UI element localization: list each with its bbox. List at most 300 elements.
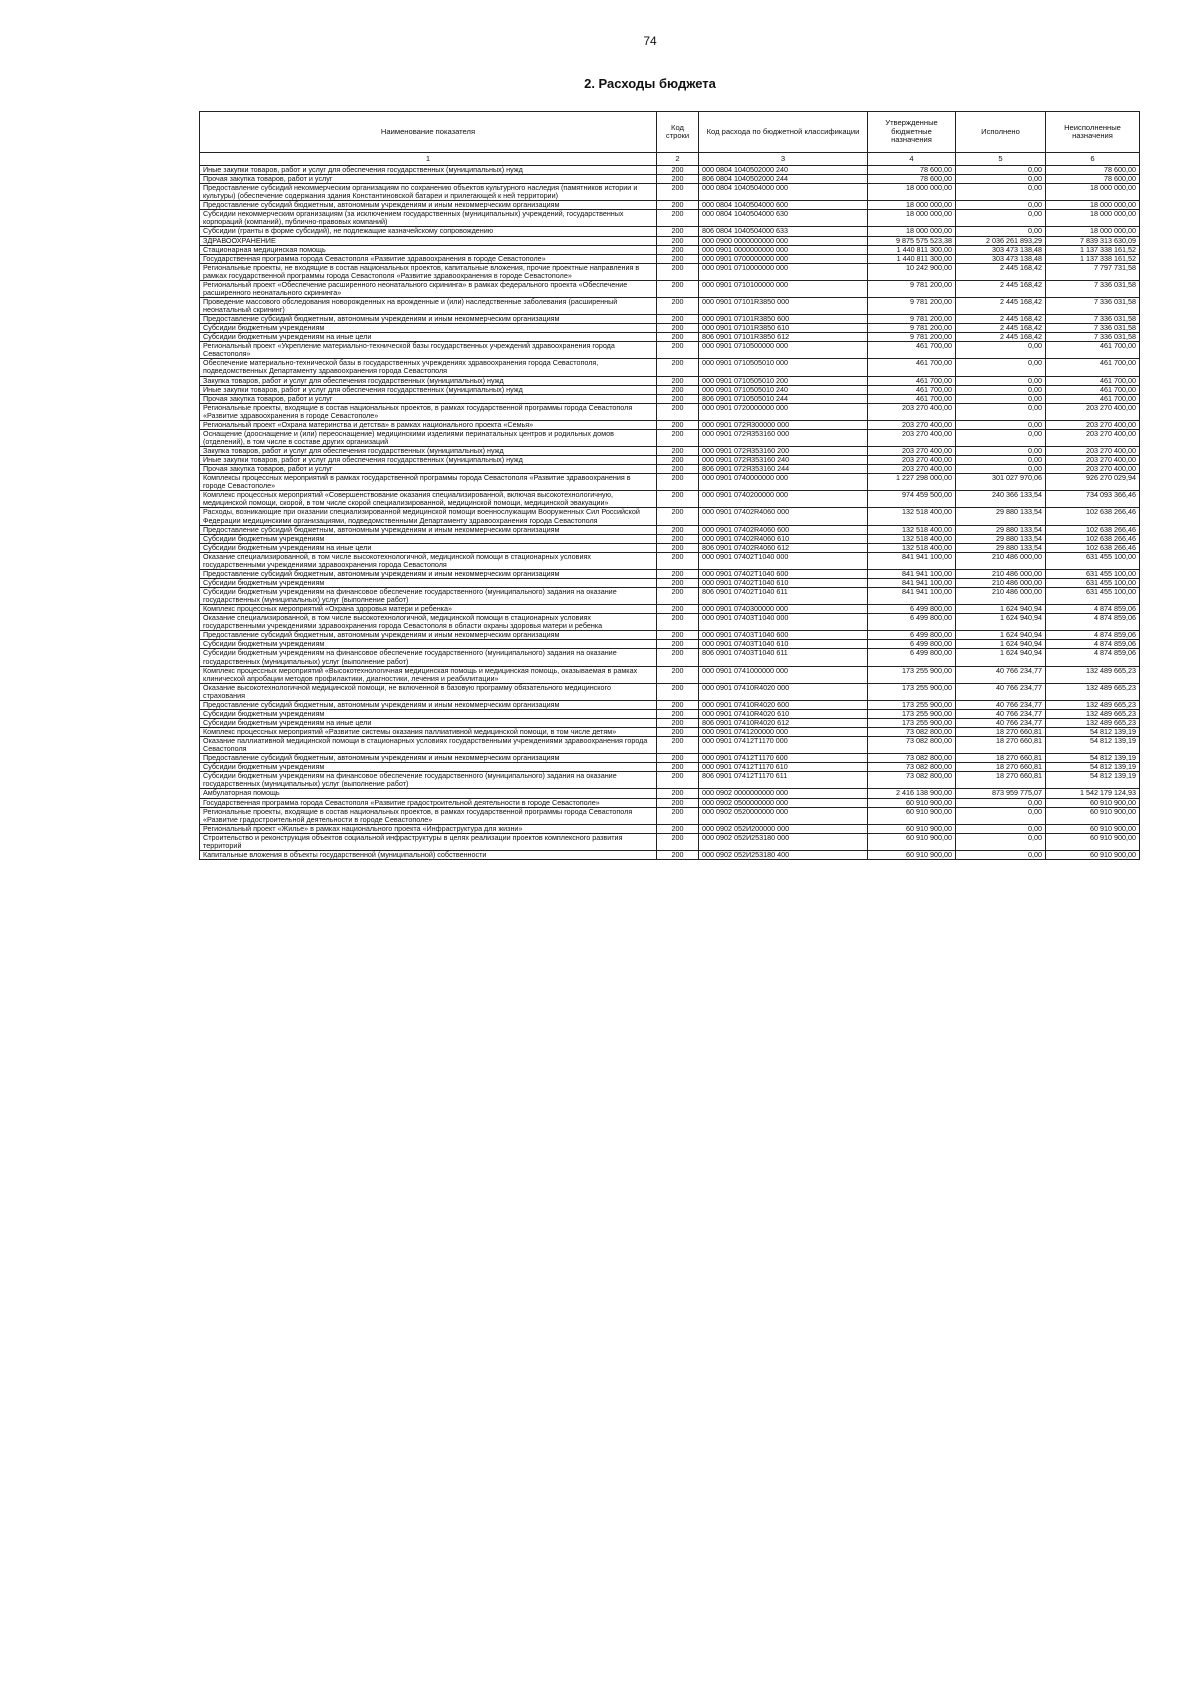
row-name: Прочая закупка товаров, работ и услуг [200, 465, 657, 474]
row-budget-code: 000 0804 1040502000 240 [699, 166, 868, 175]
row-executed: 0,00 [956, 376, 1046, 385]
row-unexecuted: 7 336 031,58 [1046, 280, 1140, 297]
row-unexecuted: 1 137 338 161,52 [1046, 254, 1140, 263]
row-executed: 2 445 168,42 [956, 280, 1046, 297]
table-row [200, 569, 1140, 578]
row-approved: 6 499 800,00 [868, 614, 956, 631]
row-line-code: 200 [657, 578, 699, 587]
row-name: Субсидии бюджетным учреждениям на финансовое обеспечение государственного (муниципального) задания на оказание государственных (муниципальных) услуг (выполнение работ) [200, 588, 657, 605]
row-name: Региональные проекты, входящие в состав национальных проектов, в рамках государственной программы города Севастополя «Развитие градостроительной деятельности в городе Севастополе» [200, 807, 657, 824]
row-executed: 0,00 [956, 833, 1046, 850]
row-executed: 40 766 234,77 [956, 683, 1046, 700]
row-unexecuted: 203 270 400,00 [1046, 403, 1140, 420]
row-name: Региональный проект «Укрепление материально-технической базы государственных учреждений здравоохранения города Севастополя» [200, 342, 657, 359]
row-approved: 132 518 400,00 [868, 508, 956, 525]
row-executed: 0,00 [956, 798, 1046, 807]
row-line-code: 200 [657, 728, 699, 737]
budget-expenses-table [199, 111, 1140, 860]
row-unexecuted: 203 270 400,00 [1046, 456, 1140, 465]
row-unexecuted: 7 336 031,58 [1046, 333, 1140, 342]
row-approved: 9 875 575 523,38 [868, 236, 956, 245]
row-budget-code: 000 0901 07403Т1040 600 [699, 631, 868, 640]
row-budget-code: 000 0901 07402R4060 000 [699, 508, 868, 525]
row-executed: 1 624 940,94 [956, 649, 1046, 666]
table-row [200, 807, 1140, 824]
row-budget-code: 000 0902 0520000000 000 [699, 807, 868, 824]
row-approved: 9 781 200,00 [868, 297, 956, 314]
row-executed: 2 445 168,42 [956, 324, 1046, 333]
row-executed: 0,00 [956, 394, 1046, 403]
table-row [200, 236, 1140, 245]
row-approved: 6 499 800,00 [868, 640, 956, 649]
table-row [200, 403, 1140, 420]
row-name: Предоставление субсидий бюджетным, автономным учреждениям и иным некоммерческим организациям [200, 201, 657, 210]
row-approved: 60 910 900,00 [868, 798, 956, 807]
table-row [200, 385, 1140, 394]
row-unexecuted: 18 000 000,00 [1046, 227, 1140, 236]
row-unexecuted: 102 638 266,46 [1046, 525, 1140, 534]
row-name: Субсидии бюджетным учреждениям на финансовое обеспечение государственного (муниципального) задания на оказание государственных (муниципальных) услуг (выполнение работ) [200, 649, 657, 666]
row-line-code: 200 [657, 491, 699, 508]
table-row [200, 605, 1140, 614]
row-budget-code: 000 0901 07402Т1040 600 [699, 569, 868, 578]
row-approved: 173 255 900,00 [868, 718, 956, 727]
header-line-code: Код строки [657, 112, 699, 153]
row-approved: 203 270 400,00 [868, 447, 956, 456]
row-name: Оказание специализированной, в том числе высокотехнологичной, медицинской помощи в стационарных условиях государственными учреждениями здравоохранения города Севастополя [200, 552, 657, 569]
row-budget-code: 000 0901 0720000000 000 [699, 403, 868, 420]
row-approved: 6 499 800,00 [868, 649, 956, 666]
row-unexecuted: 54 812 139,19 [1046, 728, 1140, 737]
row-budget-code: 806 0804 1040504000 633 [699, 227, 868, 236]
row-name: Комплекс процессных мероприятий «Высокотехнологичная медицинская помощь и медицинская помощь, оказываемая в рамках клинической апробации методов профилактики, диагностики, лечения и реабилитации» [200, 666, 657, 683]
row-line-code: 200 [657, 429, 699, 446]
row-unexecuted: 60 910 900,00 [1046, 850, 1140, 859]
row-name: Оснащение (дооснащение и (или) переоснащение) медицинскими изделиями перинатальных центров и родильных домов (отделений), в том числе в составе других организаций [200, 429, 657, 446]
table-header-row [200, 112, 1140, 153]
row-line-code: 200 [657, 315, 699, 324]
row-approved: 1 440 811 300,00 [868, 254, 956, 263]
row-approved: 132 518 400,00 [868, 525, 956, 534]
header-name: Наименование показателя [200, 112, 657, 153]
row-executed: 0,00 [956, 824, 1046, 833]
row-name: Региональный проект «Жилье» в рамках национального проекта «Инфраструктура для жизни» [200, 824, 657, 833]
row-unexecuted: 102 638 266,46 [1046, 543, 1140, 552]
row-name: Субсидии бюджетным учреждениям на иные цели [200, 543, 657, 552]
row-line-code: 200 [657, 465, 699, 474]
row-executed: 40 766 234,77 [956, 718, 1046, 727]
table-row [200, 718, 1140, 727]
row-unexecuted: 461 700,00 [1046, 394, 1140, 403]
table-row [200, 324, 1140, 333]
row-name: Региональные проекты, входящие в состав национальных проектов, в рамках государственной программы города Севастополя «Развитие здравоохранения в городе Севастополе» [200, 403, 657, 420]
row-budget-code: 000 0901 07402Т1040 610 [699, 578, 868, 587]
row-name: Прочая закупка товаров, работ и услуг [200, 394, 657, 403]
row-line-code: 200 [657, 420, 699, 429]
row-unexecuted: 631 455 100,00 [1046, 578, 1140, 587]
row-unexecuted: 734 093 366,46 [1046, 491, 1140, 508]
row-approved: 9 781 200,00 [868, 324, 956, 333]
row-executed: 303 473 138,48 [956, 245, 1046, 254]
row-executed: 18 270 660,81 [956, 728, 1046, 737]
row-line-code: 200 [657, 508, 699, 525]
row-unexecuted: 60 910 900,00 [1046, 833, 1140, 850]
row-line-code: 200 [657, 772, 699, 789]
row-budget-code: 000 0902 0500000000 000 [699, 798, 868, 807]
row-unexecuted: 4 874 859,06 [1046, 614, 1140, 631]
row-name: Субсидии (гранты в форме субсидий), не подлежащие казначейскому сопровождению [200, 227, 657, 236]
row-name: Строительство и реконструкция объектов социальной инфраструктуры в целях реализации проектов комплексного развития территорий [200, 833, 657, 850]
row-executed: 210 486 000,00 [956, 552, 1046, 569]
row-name: Комплекс процессных мероприятий «Охрана здоровья матери и ребенка» [200, 605, 657, 614]
row-approved: 9 781 200,00 [868, 315, 956, 324]
row-budget-code: 000 0901 07410R4020 000 [699, 683, 868, 700]
row-executed: 29 880 133,54 [956, 525, 1046, 534]
row-budget-code: 000 0901 0000000000 000 [699, 245, 868, 254]
row-executed: 18 270 660,81 [956, 737, 1046, 754]
row-line-code: 200 [657, 709, 699, 718]
row-name: Государственная программа города Севастополя «Развитие здравоохранения в городе Севастополе» [200, 254, 657, 263]
row-line-code: 200 [657, 254, 699, 263]
row-name: Государственная программа города Севастополя «Развитие градостроительной деятельности в городе Севастополе» [200, 798, 657, 807]
row-unexecuted: 78 600,00 [1046, 166, 1140, 175]
row-approved: 203 270 400,00 [868, 456, 956, 465]
row-executed: 210 486 000,00 [956, 588, 1046, 605]
row-budget-code: 000 0901 0740300000 000 [699, 605, 868, 614]
row-approved: 73 082 800,00 [868, 772, 956, 789]
row-unexecuted: 7 336 031,58 [1046, 315, 1140, 324]
row-approved: 1 227 298 000,00 [868, 474, 956, 491]
row-name: Иные закупки товаров, работ и услуг для обеспечения государственных (муниципальных) нужд [200, 166, 657, 175]
row-executed: 40 766 234,77 [956, 709, 1046, 718]
row-name: Оказание специализированной, в том числе высокотехнологичной, медицинской помощи в стационарных условиях государственными учреждениями здравоохранения города Севастополя в области охраны здоровья матери и ребенка [200, 614, 657, 631]
row-executed: 0,00 [956, 359, 1046, 376]
row-approved: 73 082 800,00 [868, 737, 956, 754]
row-budget-code: 000 0902 0000000000 000 [699, 789, 868, 798]
row-executed: 0,00 [956, 456, 1046, 465]
row-line-code: 200 [657, 543, 699, 552]
row-executed: 18 270 660,81 [956, 763, 1046, 772]
row-unexecuted: 461 700,00 [1046, 359, 1140, 376]
header-approved: Утвержденные бюджетные назначения [868, 112, 956, 153]
row-name: Предоставление субсидий бюджетным, автономным учреждениям и иным некоммерческим организациям [200, 315, 657, 324]
table-row [200, 754, 1140, 763]
row-unexecuted: 203 270 400,00 [1046, 429, 1140, 446]
row-executed: 303 473 138,48 [956, 254, 1046, 263]
row-line-code: 200 [657, 789, 699, 798]
row-unexecuted: 54 812 139,19 [1046, 772, 1140, 789]
row-budget-code: 000 0902 052И253180 400 [699, 850, 868, 859]
row-name: Региональные проекты, не входящие в состав национальных проектов, капитальные вложения, прочие проектные направления в рамках государственной программы города Севастополя «Развитие здравоохранения в городе Севастополе» [200, 263, 657, 280]
row-approved: 78 600,00 [868, 166, 956, 175]
table-row [200, 666, 1140, 683]
row-approved: 132 518 400,00 [868, 543, 956, 552]
row-budget-code: 806 0901 07402Т1040 611 [699, 588, 868, 605]
row-line-code: 200 [657, 227, 699, 236]
row-approved: 461 700,00 [868, 342, 956, 359]
row-unexecuted: 60 910 900,00 [1046, 798, 1140, 807]
row-line-code: 200 [657, 807, 699, 824]
row-budget-code: 000 0901 07410R4020 610 [699, 709, 868, 718]
table-body [200, 166, 1140, 860]
row-executed: 0,00 [956, 403, 1046, 420]
row-line-code: 200 [657, 850, 699, 859]
row-executed: 29 880 133,54 [956, 543, 1046, 552]
row-budget-code: 000 0901 07402Т1040 000 [699, 552, 868, 569]
row-executed: 0,00 [956, 175, 1046, 184]
row-name: Комплекс процессных мероприятий «Развитие системы оказания паллиативной медицинской помощи, в том числе детям» [200, 728, 657, 737]
row-name: Предоставление субсидий бюджетным, автономным учреждениям и иным некоммерческим организациям [200, 754, 657, 763]
row-line-code: 200 [657, 474, 699, 491]
row-executed: 2 445 168,42 [956, 333, 1046, 342]
table-row [200, 525, 1140, 534]
row-name: ЗДРАВООХРАНЕНИЕ [200, 236, 657, 245]
table-row [200, 429, 1140, 446]
row-executed: 210 486 000,00 [956, 578, 1046, 587]
row-executed: 0,00 [956, 447, 1046, 456]
row-line-code: 200 [657, 833, 699, 850]
row-line-code: 200 [657, 700, 699, 709]
row-budget-code: 000 0901 07101R3850 600 [699, 315, 868, 324]
row-line-code: 200 [657, 649, 699, 666]
row-approved: 9 781 200,00 [868, 280, 956, 297]
row-name: Субсидии некоммерческим организациям (за исключением государственных (муниципальных) учреждений, государственных корпораций (компаний), публично-правовых компаний) [200, 210, 657, 227]
row-unexecuted: 60 910 900,00 [1046, 807, 1140, 824]
row-approved: 461 700,00 [868, 376, 956, 385]
row-line-code: 200 [657, 614, 699, 631]
row-budget-code: 000 0901 072Я300000 000 [699, 420, 868, 429]
row-approved: 173 255 900,00 [868, 666, 956, 683]
row-name: Иные закупки товаров, работ и услуг для обеспечения государственных (муниципальных) нужд [200, 385, 657, 394]
row-approved: 60 910 900,00 [868, 807, 956, 824]
row-unexecuted: 7 839 313 630,09 [1046, 236, 1140, 245]
row-approved: 974 459 500,00 [868, 491, 956, 508]
row-line-code: 200 [657, 385, 699, 394]
table-row [200, 456, 1140, 465]
row-name: Проведение массового обследования новорожденных на врожденные и (или) наследственные заболевания (расширенный неонатальный скрининг) [200, 297, 657, 314]
row-unexecuted: 54 812 139,19 [1046, 737, 1140, 754]
row-unexecuted: 102 638 266,46 [1046, 508, 1140, 525]
row-approved: 73 082 800,00 [868, 754, 956, 763]
row-name: Субсидии бюджетным учреждениям [200, 763, 657, 772]
row-line-code: 200 [657, 376, 699, 385]
column-number: 1 [200, 153, 657, 166]
row-line-code: 200 [657, 737, 699, 754]
row-approved: 10 242 900,00 [868, 263, 956, 280]
row-budget-code: 806 0901 07410R4020 612 [699, 718, 868, 727]
row-name: Расходы, возникающие при оказании специализированной медицинской помощи военнослужащим Вооруженных Сил Российской Федерации медицинскими организациями, подведомственными Департаменту здравоохранения города Севастополя [200, 508, 657, 525]
row-name: Обеспечение материально-технической базы в государственных учреждениях здравоохранения города Севастополя, подведомственных Департаменту здравоохранения города Севастополя [200, 359, 657, 376]
row-unexecuted: 926 270 029,94 [1046, 474, 1140, 491]
row-budget-code: 000 0901 0710505010 240 [699, 385, 868, 394]
table-row [200, 588, 1140, 605]
row-name: Субсидии бюджетным учреждениям на иные цели [200, 333, 657, 342]
row-line-code: 200 [657, 342, 699, 359]
row-unexecuted: 18 000 000,00 [1046, 184, 1140, 201]
page-title: 2. Расходы бюджета [584, 76, 716, 91]
row-executed: 0,00 [956, 184, 1046, 201]
row-approved: 60 910 900,00 [868, 824, 956, 833]
row-approved: 841 941 100,00 [868, 578, 956, 587]
row-approved: 173 255 900,00 [868, 700, 956, 709]
row-line-code: 200 [657, 263, 699, 280]
row-name: Субсидии бюджетным учреждениям [200, 578, 657, 587]
row-approved: 461 700,00 [868, 394, 956, 403]
row-name: Амбулаторная помощь [200, 789, 657, 798]
row-approved: 6 499 800,00 [868, 605, 956, 614]
row-approved: 78 600,00 [868, 175, 956, 184]
row-name: Субсидии бюджетным учреждениям [200, 709, 657, 718]
row-name: Прочая закупка товаров, работ и услуг [200, 175, 657, 184]
row-line-code: 200 [657, 754, 699, 763]
row-unexecuted: 631 455 100,00 [1046, 552, 1140, 569]
table-row [200, 315, 1140, 324]
row-name: Комплексы процессных мероприятий в рамках государственной программы города Севастополя «Развитие здравоохранения в городе Севастополе» [200, 474, 657, 491]
row-line-code: 200 [657, 447, 699, 456]
row-line-code: 200 [657, 297, 699, 314]
row-executed: 0,00 [956, 201, 1046, 210]
row-budget-code: 000 0901 0710000000 000 [699, 263, 868, 280]
table-row [200, 543, 1140, 552]
row-line-code: 200 [657, 588, 699, 605]
row-budget-code: 000 0902 052И200000 000 [699, 824, 868, 833]
row-executed: 1 624 940,94 [956, 640, 1046, 649]
row-approved: 203 270 400,00 [868, 465, 956, 474]
row-budget-code: 806 0901 07403Т1040 611 [699, 649, 868, 666]
table-row [200, 280, 1140, 297]
row-name: Иные закупки товаров, работ и услуг для обеспечения государственных (муниципальных) нужд [200, 456, 657, 465]
table-row [200, 376, 1140, 385]
row-budget-code: 000 0901 07101R3850 610 [699, 324, 868, 333]
row-executed: 0,00 [956, 166, 1046, 175]
row-budget-code: 000 0901 072Я353160 200 [699, 447, 868, 456]
row-approved: 841 941 100,00 [868, 569, 956, 578]
row-budget-code: 806 0901 07101R3850 612 [699, 333, 868, 342]
row-name: Предоставление субсидий бюджетным, автономным учреждениям и иным некоммерческим организациям [200, 700, 657, 709]
row-budget-code: 000 0901 072Я353160 000 [699, 429, 868, 446]
row-line-code: 200 [657, 631, 699, 640]
row-budget-code: 000 0901 07403Т1040 000 [699, 614, 868, 631]
table-row [200, 683, 1140, 700]
row-executed: 0,00 [956, 465, 1046, 474]
row-executed: 18 270 660,81 [956, 772, 1046, 789]
row-approved: 73 082 800,00 [868, 763, 956, 772]
row-line-code: 200 [657, 640, 699, 649]
table-row [200, 798, 1140, 807]
row-budget-code: 000 0901 0710100000 000 [699, 280, 868, 297]
row-approved: 203 270 400,00 [868, 403, 956, 420]
row-approved: 173 255 900,00 [868, 683, 956, 700]
row-executed: 2 036 261 893,29 [956, 236, 1046, 245]
column-number: 2 [657, 153, 699, 166]
row-budget-code: 000 0901 0741200000 000 [699, 728, 868, 737]
table-row [200, 737, 1140, 754]
row-budget-code: 000 0901 07101R3850 000 [699, 297, 868, 314]
row-executed: 0,00 [956, 850, 1046, 859]
row-approved: 1 440 811 300,00 [868, 245, 956, 254]
row-executed: 240 366 133,54 [956, 491, 1046, 508]
row-approved: 173 255 900,00 [868, 709, 956, 718]
table-row [200, 333, 1140, 342]
row-line-code: 200 [657, 569, 699, 578]
table-row [200, 700, 1140, 709]
row-budget-code: 000 0901 07412Т1170 610 [699, 763, 868, 772]
row-executed: 2 445 168,42 [956, 297, 1046, 314]
row-name: Предоставление субсидий бюджетным, автономным учреждениям и иным некоммерческим организациям [200, 569, 657, 578]
row-executed: 0,00 [956, 342, 1046, 359]
table-row [200, 166, 1140, 175]
row-budget-code: 000 0804 1040504000 000 [699, 184, 868, 201]
table-row [200, 552, 1140, 569]
row-approved: 9 781 200,00 [868, 333, 956, 342]
row-executed: 2 445 168,42 [956, 315, 1046, 324]
row-line-code: 200 [657, 394, 699, 403]
row-line-code: 200 [657, 201, 699, 210]
row-executed: 40 766 234,77 [956, 700, 1046, 709]
row-line-code: 200 [657, 359, 699, 376]
row-unexecuted: 4 874 859,06 [1046, 605, 1140, 614]
row-executed: 0,00 [956, 807, 1046, 824]
row-line-code: 200 [657, 166, 699, 175]
row-budget-code: 000 0901 07403Т1040 610 [699, 640, 868, 649]
row-name: Закупка товаров, работ и услуг для обеспечения государственных (муниципальных) нужд [200, 376, 657, 385]
row-approved: 18 000 000,00 [868, 227, 956, 236]
row-unexecuted: 132 489 665,23 [1046, 700, 1140, 709]
row-name: Капитальные вложения в объекты государственной (муниципальной) собственности [200, 850, 657, 859]
row-budget-code: 000 0902 052И253180 000 [699, 833, 868, 850]
row-budget-code: 000 0901 0740200000 000 [699, 491, 868, 508]
row-line-code: 200 [657, 245, 699, 254]
row-approved: 18 000 000,00 [868, 201, 956, 210]
row-approved: 6 499 800,00 [868, 631, 956, 640]
row-budget-code: 000 0901 072Я353160 240 [699, 456, 868, 465]
table-row [200, 263, 1140, 280]
table-row [200, 640, 1140, 649]
table-row [200, 359, 1140, 376]
row-unexecuted: 54 812 139,19 [1046, 754, 1140, 763]
row-unexecuted: 132 489 665,23 [1046, 683, 1140, 700]
row-unexecuted: 60 910 900,00 [1046, 824, 1140, 833]
row-executed: 18 270 660,81 [956, 754, 1046, 763]
row-executed: 1 624 940,94 [956, 631, 1046, 640]
row-name: Предоставление субсидий некоммерческим организациям по сохранению объектов культурного наследия (памятников истории и культуры) (обеспечение содержания здания Константиновской батареи и прилегающей к ней территории) [200, 184, 657, 201]
table-row [200, 649, 1140, 666]
row-executed: 0,00 [956, 429, 1046, 446]
row-unexecuted: 203 270 400,00 [1046, 420, 1140, 429]
row-unexecuted: 4 874 859,06 [1046, 640, 1140, 649]
table-row [200, 465, 1140, 474]
row-budget-code: 806 0901 07412Т1170 611 [699, 772, 868, 789]
table-row [200, 447, 1140, 456]
row-line-code: 200 [657, 666, 699, 683]
row-budget-code: 806 0901 07402R4060 612 [699, 543, 868, 552]
table-row [200, 227, 1140, 236]
row-line-code: 200 [657, 403, 699, 420]
table-row [200, 833, 1140, 850]
page-number: 74 [643, 34, 657, 48]
row-budget-code: 000 0901 07410R4020 600 [699, 700, 868, 709]
row-line-code: 200 [657, 280, 699, 297]
table-row [200, 614, 1140, 631]
table-row [200, 824, 1140, 833]
row-budget-code: 806 0804 1040502000 244 [699, 175, 868, 184]
row-line-code: 200 [657, 324, 699, 333]
row-approved: 60 910 900,00 [868, 833, 956, 850]
table-row [200, 491, 1140, 508]
row-budget-code: 000 0901 0700000000 000 [699, 254, 868, 263]
row-approved: 461 700,00 [868, 385, 956, 394]
header-budget-code: Код расхода по бюджетной классификации [699, 112, 868, 153]
